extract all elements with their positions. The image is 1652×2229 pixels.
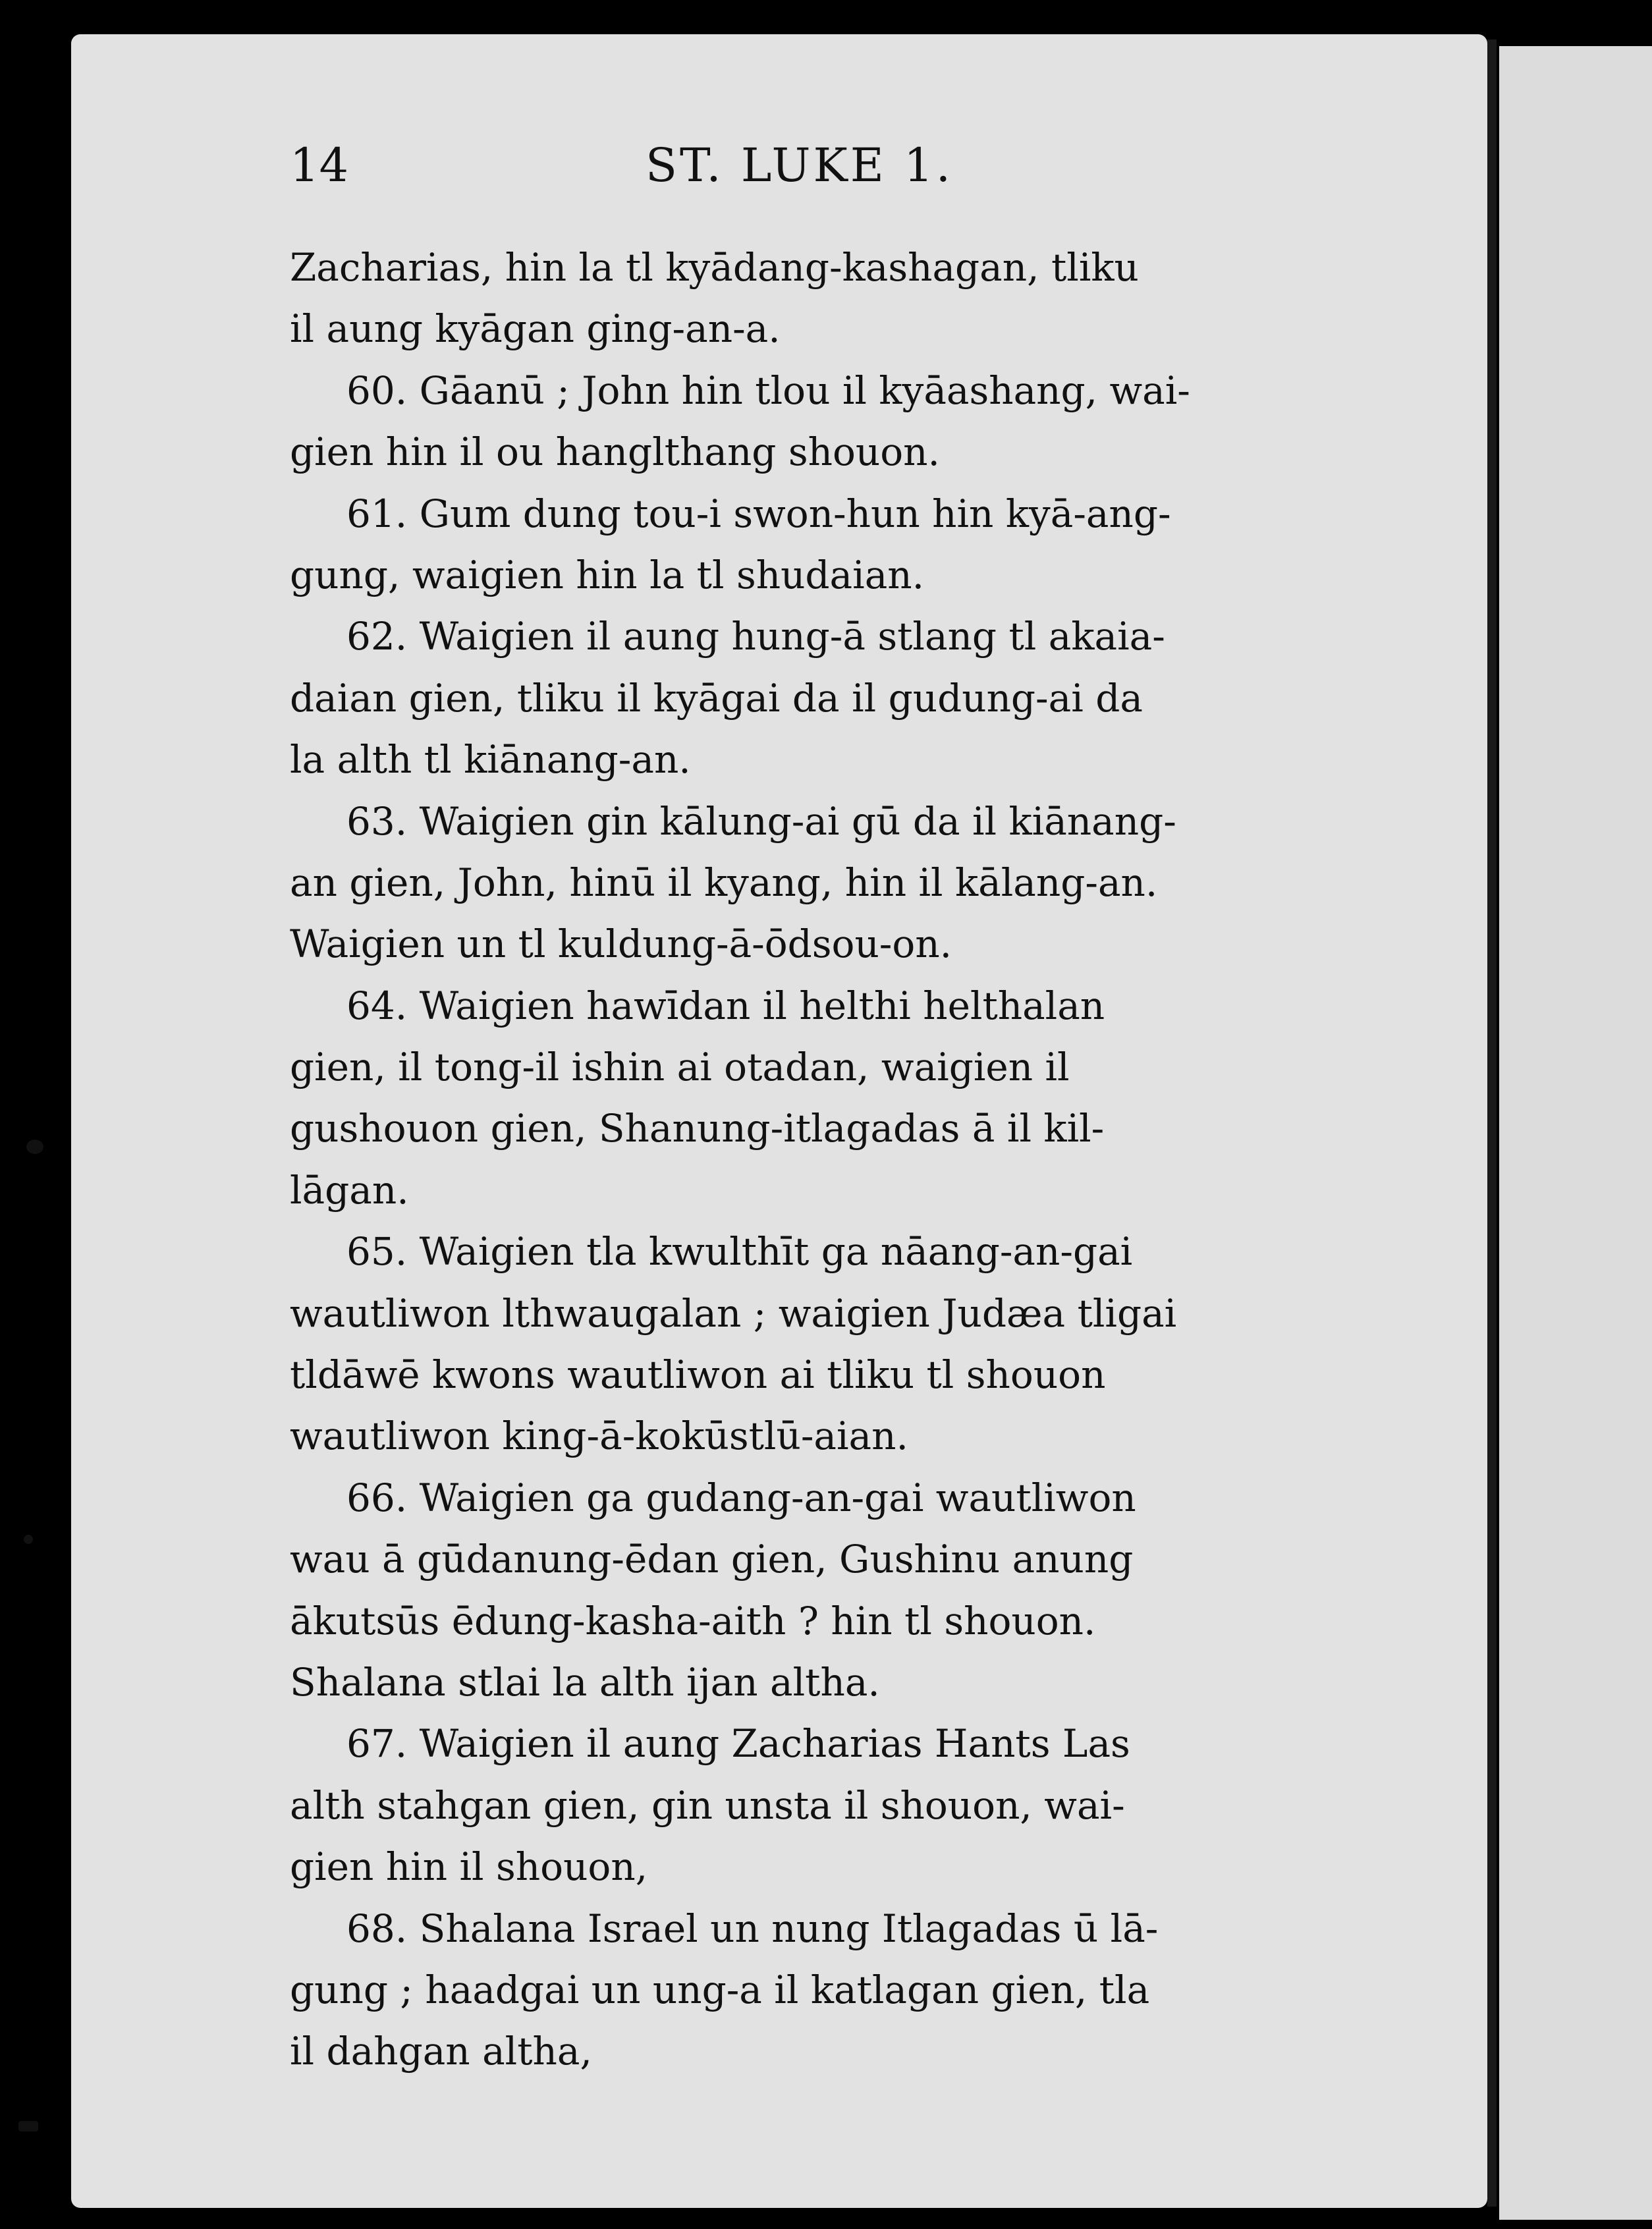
text-line: ākutsūs ēdung-kasha-aith ? hin tl shouon. <box>290 1598 1096 1643</box>
text-line: wautliwon lthwaugalan ; waigien Judæa tligai <box>290 1290 1177 1336</box>
text-line: il aung kyāgan ging-an-a. <box>290 306 781 352</box>
text-line: lāgan. <box>290 1167 409 1213</box>
adjacent-page-edge <box>1499 46 1652 2220</box>
text-line: daian gien, tliku il kyāgai da il gudung-ai da <box>290 675 1143 721</box>
running-head: ST. LUKE 1. <box>646 138 953 192</box>
text-line: 68. Shalana Israel un nung Itlagadas ū lā- <box>346 1906 1159 1951</box>
text-line: gien hin il ou hanglthang shouon. <box>290 429 940 475</box>
text-line: la alth tl kiānang-an. <box>290 737 691 783</box>
text-line: gien hin il shouon, <box>290 1844 648 1890</box>
text-line: il dahgan altha, <box>290 2029 592 2074</box>
text-line: gung ; haadgai un ung-a il katlagan gien, tla <box>290 1967 1150 2012</box>
text-line: gien, il tong-il ishin ai otadan, waigien il <box>290 1045 1070 1090</box>
page-header <box>290 136 1383 195</box>
text-line: Shalana stlai la alth ijan altha. <box>290 1659 880 1705</box>
text-line: wautliwon king-ā-kokūstlū-aian. <box>290 1414 908 1459</box>
page-gutter-shadow <box>1487 40 1497 2207</box>
ink-speck <box>26 1140 43 1154</box>
text-line: gushouon gien, Shanung-itlagadas ā il kil- <box>290 1106 1105 1151</box>
text-line: Waigien un tl kuldung-ā-ōdsou-on. <box>290 922 952 967</box>
page-number: 14 <box>290 138 349 192</box>
text-line: 62. Waigien il aung hung-ā stlang tl akaia- <box>346 614 1165 659</box>
scripture-text <box>290 237 1331 2083</box>
text-line: 61. Gum dung tou-i swon-hun hin kyā-ang- <box>346 491 1171 536</box>
text-line: tldāwē kwons wautliwon ai tliku tl shouon <box>290 1352 1106 1398</box>
text-line: 67. Waigien il aung Zacharias Hants Las <box>346 1721 1130 1767</box>
text-line: Zacharias, hin la tl kyādang-kashagan, tliku <box>290 245 1139 290</box>
text-line: an gien, John, hinū il kyang, hin il kālang-an. <box>290 860 1158 905</box>
text-line: 63. Waigien gin kālung-ai gū da il kiānang- <box>346 798 1176 844</box>
ink-speck <box>24 1535 33 1544</box>
text-line: 60. Gāanū ; John hin tlou il kyāashang, wai- <box>346 368 1190 413</box>
text-line: 64. Waigien hawīdan il helthi helthalan <box>346 983 1105 1028</box>
text-line: 65. Waigien tla kwulthīt ga nāang-an-gai <box>346 1229 1133 1275</box>
text-line: gung, waigien hin la tl shudaian. <box>290 552 925 597</box>
text-line: wau ā gūdanung-ēdan gien, Gushinu anung <box>290 1537 1134 1582</box>
ink-speck <box>18 2121 38 2132</box>
text-line: alth stahgan gien, gin unsta il shouon, wai- <box>290 1782 1125 1828</box>
text-line: 66. Waigien ga gudang-an-gai wautliwon <box>346 1475 1136 1520</box>
